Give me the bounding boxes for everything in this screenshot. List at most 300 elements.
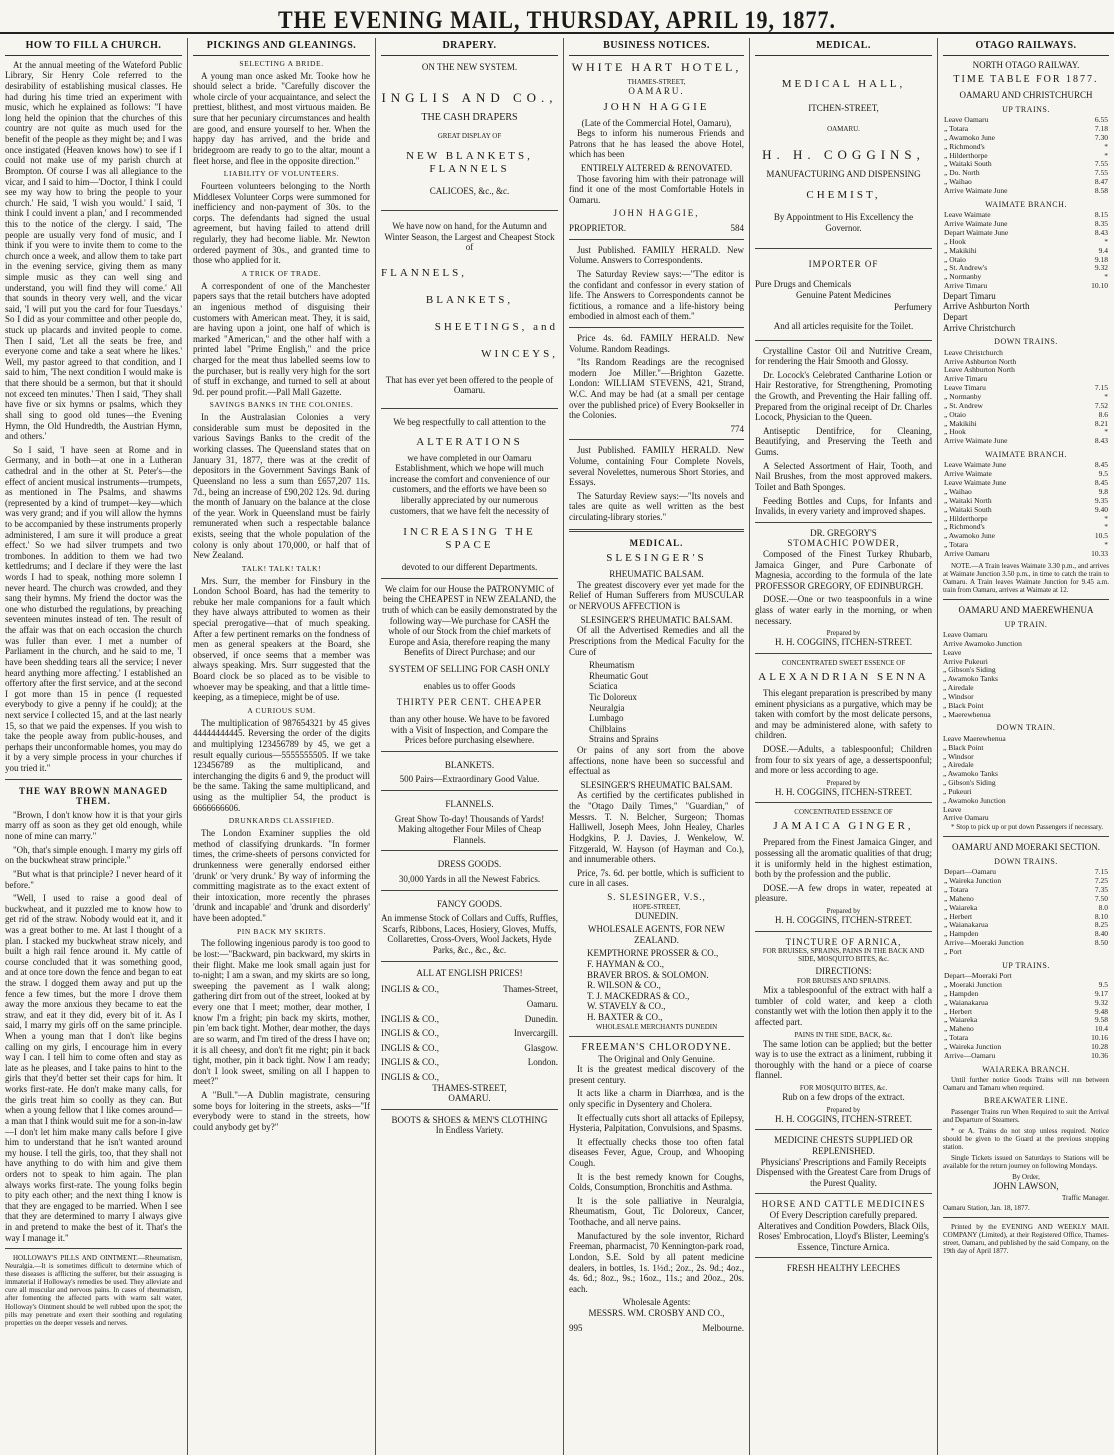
- station-name: „ Gibson's Siding: [943, 778, 996, 788]
- item-volunteers: Fourteen volunteers belonging to the North Middlesex Volunteer Corps were summoned for inefficiency and non-payment of 30s. to the corps. The defendants had signed the usual agreement, but having failed to attend drill regularly, they had become liable. Mr. Newton ordered payment of 30s., and granted time to those who applied for it.: [193, 180, 370, 266]
- timetable-row: [943, 1052, 1109, 1061]
- divider: [755, 653, 932, 654]
- ad-family-herald-3: Just Published. FAMILY HERALD. New Volume, containing Four Complete Novels, several Novelettes, numerous Short Stories, and Essays.: [569, 445, 744, 488]
- station-name: Leave Oamaru: [943, 629, 988, 639]
- branch-row: [381, 1014, 558, 1025]
- newspaper-title: THE EVENING MAIL, THURSDAY, APRIL 19, 1877.: [277, 5, 837, 34]
- divider: [755, 931, 932, 932]
- ad-call-attention: We beg respectfully to call attention to the: [393, 417, 546, 428]
- station-time: 10.10: [1091, 281, 1108, 291]
- station-time: [1081, 358, 1109, 367]
- rail-waiareka: WAIAREKA BRANCH.: [982, 1064, 1070, 1074]
- station-name: „ Gibson's Siding: [943, 665, 996, 675]
- station-name: Leave Ashburton North: [944, 365, 1015, 375]
- station-name: „ Otaio: [944, 254, 966, 264]
- ad-hotel-owner: JOHN HAGGIE: [603, 100, 710, 113]
- timetable-moeraki-up: [943, 972, 1109, 1060]
- ad-great-display: GREAT DISPLAY OF: [437, 131, 502, 140]
- branch-row: [381, 999, 558, 1010]
- column-pickings: [188, 38, 376, 1455]
- item-trade: A correspondent of one of the Manchester papers says that the retail butchers have adopted an ingenious method of disguising their customers with American meat. They, it is said, are having upon a joint, one half of which is marked "American," and the other half with a printed label "Prime English," and the price charged for the meat thus labelled seems low to the purchaser, but is really very high for the sort of stuff in exchange, and turned to sell at about 9d. per pound profit.—Pall Mall Gazette.: [193, 280, 370, 397]
- timetable-up: [943, 116, 1109, 196]
- rail-moeraki: OAMARU AND MOERAKI SECTION.: [951, 842, 1100, 853]
- rail-waimate-branch-2: WAIMATE BRANCH.: [985, 450, 1067, 460]
- ad-medicine-chests: MEDICINE CHESTS SUPPLIED OR REPLENISHED.: [774, 1135, 913, 1156]
- station-time: *: [1104, 427, 1108, 437]
- station-name: „ Normanby: [944, 272, 982, 282]
- article-brown-p1: "Brown, I don't know how it is that your girls marry off as soon as they get old enough, while none of mine can marry.": [5, 809, 182, 842]
- station-name: „ Maheno: [944, 893, 974, 903]
- item-bull: A "Bull."—A Dublin magistrate, censuring some boys for loitering in the streets, asks—"If everybody were to stand in the streets, how could anybody get by?": [193, 1089, 370, 1132]
- timetable-row: [943, 229, 1109, 238]
- item-savings: In the Australasian Colonies a very considerable sum must be deposited in the various Savings Banks to the credit of the working classes. The Queensland states that on January 31, 1877, there was at the credit of depositors in the Government Savings Bank of Queensland no less a sum than £657,207 11s. 7d., being an increase of £90,202 12s. 9d. during the month of January on the balance at the close of the year. Work in Queensland must be fairly remunerated when such a respectable balance exists, seeing that the whole population of the colony is only about 170,000, or half that of New Zealand.: [193, 412, 370, 561]
- station-time: 8.6: [1098, 409, 1108, 419]
- ad-sheetings: SHEETINGS, and: [434, 320, 558, 333]
- station-time: 10.16: [1091, 1033, 1108, 1043]
- station-time: 8.35: [1094, 219, 1108, 229]
- list-item: H. BAXTER & CO.,: [587, 1012, 663, 1023]
- station-time: 8.43: [1094, 436, 1108, 446]
- station-time: 8.40: [1094, 929, 1108, 939]
- list-item: Neuralgia: [589, 702, 625, 713]
- branch-place: Dunedin.: [524, 1013, 558, 1024]
- station-name: Leave Christchurch: [944, 347, 1003, 357]
- ad-pains-head: PAINS IN THE SIDE, BACK, &c.: [794, 1030, 893, 1039]
- article-church-p2: So I said, 'I have seen at Rome and in Germany, and in both—at one in a Lutheran cathedral and in the other at St. Peter's—the effect of ancient musical instruments—trumpets, as mentioned in The Psalms, and shawms (represented by a kind of trumpet—key—which was very grand; and if you will allow the hymns to be accompanied by these instruments properly administered, I am sure it will produce a great effect.' So we had silver trumpets and two trombones. In addition to them we had two kettledrums; and I declare if they were the last words I had to speak, nothing more solemn I never heard. The church was crowded, and they sang their hymns. My friend the doctor was the one who disturbed the regulations, by preaching seventeen minutes instead of ten. The result of the affair was that on each occasion the church was fuller than ever. I met a number of Parliament in the church, and he said to me, 'I have been shedding tears all the service; I never heard anything more affecting.' I established an offertory after the first service, and at the second I got more than 15 in pence (I requested everybody to give a penny if he could); at the next service I collected 15, and at the last nearly 15, so that we paid the expenses. If you wish to take the people away from public-houses, and perhaps their unconformable homes, you may do it by a very simple process in your churches if you tried it.": [5, 444, 182, 774]
- ad-prescriptions: Physicians' Prescriptions and Family Receipts Dispensed with the Greatest Care from Drugs of the Purest Quality.: [756, 1156, 931, 1188]
- station-name: „ Otaio: [944, 409, 966, 419]
- rail-down-trains-2: DOWN TRAINS.: [994, 856, 1058, 866]
- station-time: 8.45: [1094, 460, 1108, 470]
- rail-north-otago: NORTH OTAGO RAILWAY.: [972, 59, 1080, 70]
- station-name: Leave: [943, 804, 962, 814]
- station-time: 7.15: [1094, 383, 1108, 393]
- ad-pains-text: The same lotion can be applied; but the better way is to use the extract as a liniment, rubbing it thoroughly with the hand or a piece of coarse flannel.: [755, 1038, 932, 1081]
- imprint: Printed by the EVENING AND WEEKLY MAIL COMPANY (Limited), at their Registered Office, Thames-street, Oamaru, and published by the said Company, on the 19th day of April 1877.: [943, 1222, 1109, 1255]
- divider: [381, 408, 558, 409]
- station-name: „ Hampden: [944, 988, 979, 998]
- station-name: Arrive Timaru: [944, 374, 988, 384]
- heading-medical-col: MEDICAL.: [755, 38, 932, 56]
- station-name: Arrive Oamaru: [944, 548, 990, 558]
- ad-flannels-head: FLANNELS.: [445, 798, 494, 809]
- article-brown-p3: "But what is that principle? I never heard of it before.": [5, 868, 182, 890]
- station-time: 7.35: [1094, 885, 1108, 895]
- rail-guard-note: * or A. Trains do not stop unless required. Notice should be given to the Guard at the previous stopping station.: [943, 1126, 1109, 1151]
- rail-up-trains: UP TRAINS.: [1002, 104, 1050, 114]
- station-name: „ Makikihi: [944, 418, 977, 428]
- station-name: „ St. Andrew's: [944, 263, 988, 273]
- list-item: Strains and Sprains: [589, 734, 659, 745]
- ad-hotel-title: WHITE HART HOTEL,: [571, 59, 742, 74]
- station-time: [1083, 948, 1109, 957]
- ad-blankets-flannels: NEW BLANKETS, FLANNELS: [406, 149, 533, 175]
- station-name: „ Awamoko Tanks: [943, 769, 998, 779]
- holloway-notice: HOLLOWAY'S PILLS AND OINTMENT.—Rheumatism, Neuralgia.—It is sometimes difficult to determine which of these diseases is afflicting the sufferer, but their assuaging is immaterial if Holloway's remedies be used. They alleviate and cure all muscular and nervous pains. In cases of rheumatism, after fomenting the affected parts with warm salt water, Holloway's Ointment should be well rubbed upon the spot; the pills may penetrate and exert their soothing and regulating properties on the deeper vessels and nerves.: [5, 1254, 182, 1327]
- ad-castor-oil: Crystalline Castor Oil and Nutritive Cream, for rendering the Hair Smooth and Glossy.: [755, 345, 932, 367]
- station-name: „ Waitaki South: [944, 159, 992, 169]
- ad-dentifrice: Antiseptic Dentifrice, for Cleaning, Beautifying, and Preserving the Teeth and Gums.: [755, 425, 932, 458]
- station-name: „ Waireka Junction: [944, 1042, 1002, 1052]
- station-name: „ Normanby: [944, 391, 982, 401]
- station-time: 9.5: [1098, 980, 1108, 990]
- ad-blankets: BLANKETS,: [425, 293, 514, 306]
- ad-dress-head: DRESS GOODS.: [437, 859, 502, 870]
- station-time: 7.15: [1094, 867, 1108, 877]
- rail-down-train: DOWN TRAIN.: [996, 723, 1056, 733]
- station-name: „ Makikihi: [944, 245, 977, 255]
- ad-family-herald-1: Just Published. FAMILY HERALD. New Volume. Answers to Correspondents.: [569, 244, 744, 266]
- station-name: Leave Timaru: [944, 383, 986, 393]
- station-time: 7.18: [1094, 124, 1108, 134]
- ad-senna-dose: DOSE.—Adults, a tablespoonful; Children from four to six years of age, a dessertspoonful; and more or less according to age.: [755, 743, 932, 776]
- station-name: „ Richmond's: [944, 522, 985, 532]
- ad-stock-intro: We have now on hand, for the Autumn and Winter Season, the Largest and Cheapest Stock of: [384, 221, 555, 253]
- article-brown-p2: "Oh, that's simple enough. I marry my girls off on the buckwheat straw principle.": [5, 844, 182, 866]
- divider: [381, 790, 558, 791]
- station-name: „ Awamoko June: [944, 531, 995, 541]
- station-time: 8.47: [1094, 177, 1108, 187]
- ad-arnica-uses: FOR BRUISES, SPRAINS, PAINS IN THE BACK AND SIDE, MOSQUITO BITES, &c.: [762, 947, 925, 964]
- station-name: „ Black Point: [943, 700, 984, 710]
- ad-inspection: than any other house. We have to be favored with a Visit of Inspection, and Compare the Prices before purchasing elsewhere.: [389, 713, 550, 746]
- station-name: „ Port: [944, 946, 962, 956]
- ad-coggins-chemist: CHEMIST,: [806, 189, 881, 202]
- ad-coggins-sig: H. H. COGGINS, ITCHEN-STREET.: [774, 786, 913, 797]
- heading-medical: MEDICAL.: [629, 537, 684, 548]
- station-time: 10.36: [1091, 1050, 1108, 1060]
- rail-tickets: Single Tickets issued on Saturdays to Stations will be available for the return journey on following Mondays.: [943, 1153, 1109, 1170]
- ad-blankets-text: 500 Pairs—Extraordinary Good Value.: [399, 774, 540, 785]
- ad-patent-medicines: Genuine Patent Medicines: [796, 289, 891, 300]
- station-name: Arrive Awamoko Junction: [943, 638, 1022, 648]
- item-drunkards: The London Examiner supplies the old method of classifying drunkards. "In former times, the crime-sheets of persons convicted for drunkenness were generally endorsed either 'drunk' or 'very drunk.' By way of informing the committing magistrate as to the exact extent of their intoxication, more recently the phrases 'drunk and incapable' and 'drunk and disorderly' have been adopted.": [193, 828, 370, 923]
- list-item: R. WILSON & CO.,: [587, 980, 661, 991]
- rail-up-trains-2: UP TRAINS.: [1002, 960, 1050, 970]
- ad-increasing-space: INCREASING THE SPACE: [403, 526, 536, 552]
- rail-station-date: Oamaru Station, Jan. 18, 1877.: [943, 1203, 1030, 1212]
- divider: [381, 850, 558, 851]
- station-time: 8.15: [1094, 210, 1108, 220]
- ad-slesinger-city: DUNEDIN.: [634, 910, 679, 921]
- ad-wholesale-head: WHOLESALE AGENTS, FOR NEW ZEALAND.: [588, 924, 725, 945]
- ad-thirty-percent: THIRTY PER CENT. CHEAPER: [396, 697, 543, 708]
- station-time: 9.48: [1094, 1006, 1108, 1016]
- station-name: „ Hilderthorpe: [944, 513, 988, 523]
- ad-wholesale-merchants: WHOLESALE MERCHANTS DUNEDIN: [595, 1022, 718, 1031]
- station-name: „ Herbert: [944, 1006, 973, 1016]
- station-time: *: [1104, 391, 1108, 401]
- ad-number: 995: [569, 1322, 583, 1333]
- station-time: 9.40: [1094, 504, 1108, 514]
- ad-ginger-dose: DOSE.—A few drops in water, repeated at pleasure.: [755, 882, 932, 904]
- timetable-row: [943, 402, 1109, 411]
- station-time: 9.17: [1094, 988, 1108, 998]
- ad-ginger-title: JAMAICA GINGER,: [773, 820, 914, 833]
- ad-mosquito-text: Rub on a few drops of the extract.: [782, 1092, 905, 1103]
- columns: [0, 38, 1114, 1455]
- timetable-maerewhenua-up: [943, 631, 1109, 719]
- station-name: Depart Waimate June: [944, 227, 1009, 237]
- station-name: „ Herbert: [944, 911, 973, 921]
- ad-bruises-head: FOR BRUISES AND SPRAINS.: [797, 977, 890, 986]
- ad-perfumery: Perfumery: [894, 302, 932, 313]
- station-name: „ St. Andrew: [944, 400, 983, 410]
- station-name: „ Waianakarua: [944, 920, 989, 930]
- station-name: Leave: [943, 647, 962, 657]
- item-sum: The multiplication of 987654321 by 45 gives 44444444445. Reversing the order of the digits and multiplying 123456789 by 45, we get a result equally curious—5555555505. If we take 123456789 as the multiplicand, and interchanging the digits 6 and 9, the product will be the same. Taking the same multiplicand, and using as the multiplier 54, the product is 6666666606.: [193, 717, 370, 813]
- ad-english-prices: ALL AT ENGLISH PRICES!: [416, 967, 523, 978]
- station-name: „ Waianakarua: [944, 997, 989, 1007]
- station-time: 9.4: [1098, 245, 1108, 255]
- station-name: „ Do. North: [944, 168, 980, 178]
- station-name: Arrive Waimate June: [944, 436, 1008, 446]
- ad-alterations-text: we have completed in our Oamaru Establishment, which we hope will much increase the comfort and convenience of our customers, and the efforts we have been so liberally appreciated by our numerous customers, that we have felt the necessity of: [389, 452, 550, 516]
- divider: [381, 961, 558, 962]
- divider: [381, 1109, 558, 1110]
- ad-fancy-head: FANCY GOODS.: [436, 898, 502, 909]
- list-item: BRAVER BROS. & SOLOMON.: [587, 969, 709, 980]
- ad-freeman-footer: [569, 1323, 744, 1334]
- station-name: Leave Waimate: [944, 210, 991, 220]
- station-name: „ Waitaki South: [944, 504, 992, 514]
- ad-hotel-footer: [569, 223, 744, 234]
- ad-agents-list: [569, 948, 744, 1022]
- station-name: „ Waiareka: [944, 902, 978, 912]
- ad-prepared-by: Prepared by: [826, 907, 861, 916]
- ad-freeman-p5: It is the best remedy known for Coughs, Colds, Consumption, Bronchitis and Asthma.: [569, 1171, 744, 1193]
- station-time: *: [1104, 272, 1108, 282]
- subhead-drunkards: DRUNKARDS CLASSIFIED.: [228, 816, 335, 826]
- ad-family-herald-2b: "Its Random Readings are the recognised modern Joe Miller."—Brighton Gazette. London: WILLIAM STEVENS, 421, Strand, W.C. And may be had (at a small per centage over the published price) of Every Bookseller in the Colonies.: [569, 357, 744, 421]
- station-name: Arrive Waimate June: [944, 186, 1008, 195]
- ad-mosquito-head: FOR MOSQUITO BITES, &c.: [799, 1084, 888, 1093]
- station-name: Arrive—Moeraki Junction: [944, 938, 1024, 948]
- divider: [755, 340, 932, 341]
- divider: [381, 890, 558, 891]
- divider: [5, 1248, 182, 1249]
- station-name: „ Airedale: [943, 760, 974, 770]
- ad-number: 774: [730, 423, 744, 434]
- timetable-maerewhenua-down: [943, 735, 1109, 823]
- ad-freeman-p1: It is the greatest medical discovery of the present century.: [569, 1064, 744, 1085]
- ad-cash-only: SYSTEM OF SELLING FOR CASH ONLY: [388, 664, 551, 675]
- list-item: T. J. MACKEDRAS & CO.,: [587, 990, 690, 1001]
- column-drapery: [376, 38, 564, 1455]
- ad-itchen-street: ITCHEN-STREET,: [808, 102, 879, 113]
- list-item: W. STAVELY & CO.,: [587, 1001, 666, 1012]
- station-name: „ Awamoko Tanks: [943, 674, 998, 684]
- station-name: „ Totara: [944, 124, 969, 134]
- ad-coggins-name: H. H. COGGINS,: [762, 147, 925, 163]
- station-name: „ Airedale: [943, 683, 974, 693]
- station-time: 7.55: [1094, 168, 1108, 178]
- rail-down-trains: DOWN TRAINS.: [994, 337, 1058, 347]
- timetable-moeraki-down: [943, 868, 1109, 956]
- ad-hotel-street: THAMES-STREET,: [627, 77, 686, 86]
- ad-ever-offered: That has ever yet been offered to the people of Oamaru.: [385, 374, 554, 396]
- station-name: „ Richmond's: [944, 141, 985, 151]
- ad-toilet: And all articles requisite for the Toilet.: [773, 320, 914, 331]
- ad-calicoes: CALICOES, &c., &c.: [429, 185, 510, 196]
- station-name: Arrive Waimate June: [944, 219, 1008, 229]
- rail-depart: Depart: [943, 312, 968, 323]
- ad-coggins-manufacturing: MANUFACTURING AND DISPENSING: [766, 168, 921, 179]
- ad-alterations: ALTERATIONS: [416, 435, 523, 448]
- rail-waimate-branch: WAIMATE BRANCH.: [985, 199, 1067, 209]
- column-medical: [750, 38, 938, 1455]
- station-time: 8.43: [1094, 227, 1108, 237]
- timetable-row: [943, 437, 1109, 446]
- station-time: 9.58: [1094, 1015, 1108, 1025]
- station-name: „ Windsor: [943, 751, 974, 761]
- ad-boots: BOOTS & SHOES & MEN'S CLOTHING: [391, 1114, 548, 1125]
- station-time: *: [1104, 540, 1108, 550]
- ad-winceys: WINCEYS,: [481, 347, 558, 360]
- station-time: 8.21: [1094, 418, 1108, 428]
- divider: [569, 239, 744, 240]
- timetable-down: [943, 349, 1109, 446]
- station-time: 8.45: [1094, 478, 1108, 488]
- ad-importer: IMPORTER OF: [808, 258, 879, 269]
- column-railways: [938, 38, 1114, 1455]
- heading-church: HOW TO FILL A CHURCH.: [5, 38, 182, 56]
- timetable-row: [943, 939, 1109, 948]
- ad-locock: Dr. Locock's Celebrated Cantharine Lotion or Hair Restorative, for Strengthening, Promoting the Growth, and Preventing the Hair falling off. Prepared from the original receipt of Dr. Charles Locock, Physician to the Queen.: [755, 369, 932, 423]
- rail-oamaru-christchurch: OAMARU AND CHRISTCHURCH: [959, 90, 1093, 101]
- ad-flannels-text: Great Show To-day! Thousands of Yards! Making altogether Four Miles of Cheap Flannels.: [394, 813, 545, 845]
- ad-slesinger-title: SLESINGER'S: [606, 552, 707, 565]
- station-time: 8.25: [1094, 920, 1108, 930]
- ad-coggins-sig: H. H. COGGINS, ITCHEN-STREET.: [774, 915, 913, 926]
- ad-freeman-p4: It effectually checks those too often fatal diseases Fever, Ague, Croup, and Whooping Cough.: [569, 1136, 744, 1169]
- ad-slesinger-vs: S. SLESINGER, V.S.,: [607, 891, 706, 902]
- station-name: Leave Waimate June: [944, 478, 1007, 488]
- station-name: „ Hook: [944, 236, 966, 246]
- station-time: 8.0: [1098, 902, 1108, 912]
- station-name: „ Hilderthorpe: [944, 150, 988, 160]
- ad-freeman-crosby: MESSRS. WM. CROSBY AND CO.,: [588, 1307, 725, 1318]
- station-name: Arrive Oamaru: [943, 813, 989, 823]
- station-time: *: [1104, 150, 1108, 160]
- ad-blankets-head: BLANKETS.: [444, 759, 495, 770]
- station-time: 7.50: [1094, 893, 1108, 903]
- ad-freeman-title: FREEMAN'S CHLORODYNE.: [581, 1041, 732, 1053]
- divider: [755, 1193, 932, 1194]
- station-name: „ Maheno: [944, 1024, 974, 1034]
- ad-brushes: A Selected Assortment of Hair, Tooth, and Nail Brushes, from the most approved makers. Toilet and Bath Sponges.: [755, 460, 932, 492]
- station-name: Depart—Oamaru: [944, 867, 997, 877]
- ad-slesinger-balsam: RHEUMATIC BALSAM.: [609, 569, 704, 580]
- ad-freeman-p7: Manufactured by the sole inventor, Richard Freeman, pharmacist, 70 Kennington-park road, London, S.E. Sold by all patent medicine dealers, in bottles, 1s. 1½d.; 2oz., 2s. 9d.; 4oz., 4s. 6d.; 8oz., 9s.; 16oz., 11s.; and 20oz., 20s. each.: [569, 1230, 744, 1294]
- branch-firm: INGLIS & CO.,: [381, 1042, 439, 1053]
- station-time: 9.32: [1094, 263, 1108, 273]
- timetable-waimate: [943, 211, 1109, 291]
- ad-oamaru: OAMARU.: [448, 1093, 491, 1104]
- station-name: „ Awamoko Junction: [943, 795, 1006, 805]
- ad-coggins-sig: H. H. COGGINS, ITCHEN-STREET.: [774, 637, 913, 648]
- rail-waiareka-text: Until further notice Goods Trains will run between Oamaru and Tamaru when required.: [943, 1076, 1109, 1093]
- station-name: „ Pukeuri: [943, 786, 972, 796]
- station-name: „ Black Point: [943, 742, 984, 752]
- ad-directions: DIRECTIONS:: [815, 966, 872, 977]
- ad-leeches: FRESH HEALTHY LEECHES: [786, 1263, 901, 1274]
- station-time: 8.10: [1094, 911, 1108, 921]
- ad-coggins-appointment: By Appointment to His Excellency the Governor.: [773, 212, 914, 233]
- divider: [569, 439, 744, 440]
- article-brown-p4: "Well, I used to raise a good deal of buckwheat, and it puzzled me to know how to get rid of the straw. Nobody would eat it, and it was a great bother to me. At last I thought of a plan. I stacked my buckwheat straw nicely, and built a high rail fence around it. My cattle of course concluded that it was something good, and at once tore down the fence and began to eat the straw. I dogged them away and put up the fence a few times, but the more I drove them away the more anxious they became to eat the straw, and eat it they did, every bit of it. As I said, I marry my girls off on the same principle. When a young man that I don't like begins calling on my girls, I encourage him in every way I can. I tell him to come often and stay as late as he pleases, and I take pains to hint to the girls that they'd better set their caps for him. It works first-rate. He don't make many calls, for the girls treat him so coolly as they can. But when a young fellow that I like comes around—a man that I think would suit me for a son-in-law—I don't let him make many calls before I give him to understand that he isn't wanted around my house. I tell the girls, too, that they shall not have anything to do with him and give them orders not to speak to him again. The plan always works first-rate. The young folks begin to pity each other; and the next thing I know is that they are engaged to be married. When I see that they are determined to marry I always give in and pretend to make the best of it. That's the way I manage it.": [5, 893, 182, 1243]
- ad-senna-intro: CONCENTRATED SWEET ESSENCE OF: [781, 658, 906, 667]
- divider: [755, 1257, 932, 1258]
- ad-inglis-title: INGLIS AND CO.,: [381, 90, 558, 106]
- branch-row: [381, 1028, 558, 1039]
- rail-christchurch: Arrive Christchurch: [943, 322, 1016, 333]
- ad-new-system: ON THE NEW SYSTEM.: [421, 61, 518, 72]
- branch-firm: INGLIS & CO.,: [381, 1028, 439, 1039]
- station-name: „ Hook: [944, 427, 966, 437]
- ad-gregory: DR. GREGORY'S: [810, 527, 877, 538]
- rail-by-order: By Order,: [1012, 1173, 1040, 1181]
- ad-slesinger-name2: SLESINGER'S RHEUMATIC BALSAM.: [580, 614, 733, 625]
- ad-departments: devoted to our different Departments.: [401, 562, 538, 573]
- ad-dress-text: 30,000 Yards in all the Newest Fabrics.: [398, 874, 541, 885]
- ad-senna-text: This elegant preparation is prescribed by many eminent physicians as a purgative, which may be taken with comfort by the most delicate persons, and may be administered alone, with safety to children.: [755, 687, 932, 741]
- ad-medical-hall: MEDICAL HALL,: [781, 77, 906, 90]
- timetable-row: [943, 247, 1109, 256]
- branch-firm: INGLIS & CO.,: [381, 1013, 439, 1024]
- list-item: Sciatica: [589, 681, 618, 692]
- ad-freeman-genuine: The Original and Only Genuine.: [598, 1053, 715, 1064]
- subhead-savings: SAVINGS BANKS IN THE COLONIES.: [209, 400, 354, 410]
- timetable-waimate-2: [943, 461, 1109, 558]
- branch-place: Invercargill.: [513, 1028, 558, 1039]
- station-time: 6.55: [1094, 115, 1108, 125]
- station-time: 8.58: [1094, 186, 1108, 195]
- heading-pickings: PICKINGS AND GLEANINGS.: [193, 38, 370, 56]
- ad-bruises-text: Mix a tablespoonful of the extract with half a tumbler of cold water, and keep a cloth constantly wet with the lotion then apply it to the affected part.: [755, 985, 932, 1027]
- rail-stop-note: * Stop to pick up or put down Passengers if necessary.: [951, 823, 1104, 832]
- divider: [381, 210, 558, 211]
- station-name: Arrive—Oamaru: [944, 1050, 996, 1060]
- station-time: 8.50: [1094, 938, 1108, 948]
- divider: [569, 327, 744, 328]
- ad-coggins-sig: H. H. COGGINS, ITCHEN-STREET.: [774, 1113, 913, 1124]
- ad-stomachic: STOMACHIC POWDER,: [787, 538, 900, 549]
- ad-slesinger-price: Price, 7s. 6d. per bottle, which is sufficient to cure in all cases.: [569, 867, 744, 889]
- rail-ashburton: Arrive Ashburton North: [943, 301, 1030, 312]
- ad-patronymic: We claim for our House the PATRONYMIC of being the CHEAPEST in NEW ZEALAND, the truth of which can be easily demonstrated by the following way—We purchase for CASH the whole of our Stock from the chief markets of Europe and Asia, therefore reaping the many Benefits of Direct Purchase; and our: [382, 583, 557, 658]
- ad-slesinger-text: The greatest discovery ever yet made for the Relief of Human Sufferers from MUSCULAR or NERVOUS AFFECTION is: [569, 579, 744, 612]
- station-time: 7.55: [1094, 159, 1108, 169]
- station-name: „ Awamoko June: [944, 132, 995, 142]
- ad-family-herald-3b: The Saturday Review says:—"Its novels and tales are quite as well written as the best circulating-library stories.": [569, 490, 744, 523]
- station-time: *: [1104, 522, 1108, 532]
- station-time: 9.18: [1094, 254, 1108, 264]
- list-item: Rheumatic Gout: [589, 670, 649, 681]
- ad-gregory-dose: DOSE.—One or two teaspoonfuls in a wine glass of water early in the morning, or when necessary.: [755, 594, 932, 626]
- heading-railways: OTAGO RAILWAYS.: [943, 38, 1109, 56]
- ad-slesinger-remedies: Of all the Advertised Remedies and all the Prescriptions from the Medical Faculty for the Cure of: [569, 625, 744, 657]
- station-name: „ Waihao: [944, 177, 972, 187]
- timetable-row: [943, 550, 1109, 559]
- divider: [569, 529, 744, 532]
- subhead-trade: A TRICK OF TRADE.: [241, 268, 322, 278]
- station-time: *: [1104, 141, 1108, 151]
- ad-thames-street: THAMES-STREET,: [432, 1082, 507, 1093]
- rail-depart-timaru: Depart Timaru: [943, 290, 996, 301]
- list-item: Chilblains: [589, 723, 627, 734]
- station-time: 7.25: [1094, 876, 1108, 886]
